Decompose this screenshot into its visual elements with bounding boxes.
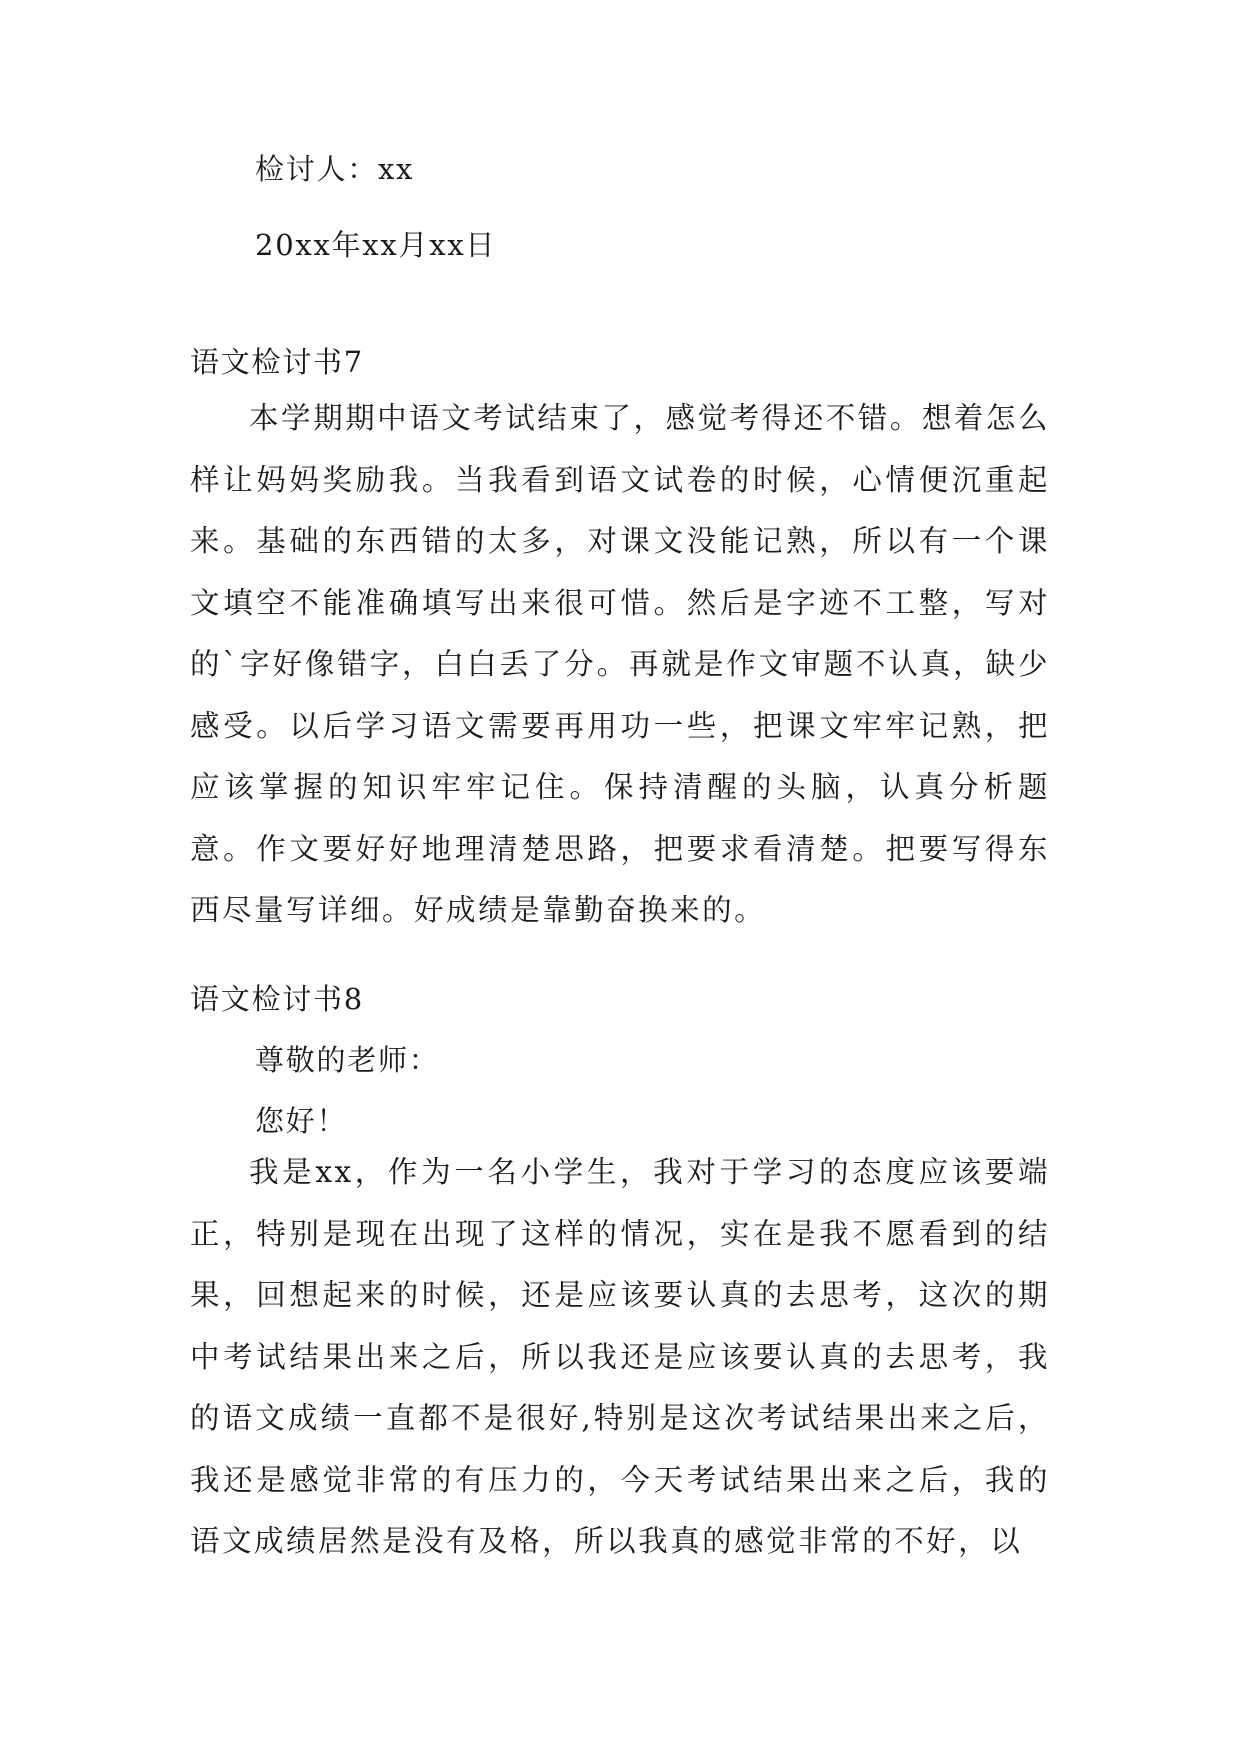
section-8-salutation: 尊敬的老师： [255, 1043, 440, 1077]
section-8-heading: 语文检讨书8 [190, 982, 364, 1016]
signoff-author: 检讨人：xx [255, 152, 415, 186]
section-8-body: 我是xx，作为一名小学生，我对于学习的态度应该要端正，特别是现在出现了这样的情况，实在是我不愿看到的结果，回想起来的时候，还是应该要认真的去思考，这次的期中考试结果出来之后，所以我还是应该要认真的去思考，我的语文成绩一直都不是很好,特别是这次考试结果出来之后，我还是感觉非常的有压力的，今天考试结果出来之后，我的语文成绩居然是没有及格，所以我真的感觉非常的不好，以 [190, 1155, 1050, 1558]
signoff-date: 20xx年xx月xx日 [255, 228, 497, 262]
section-7-heading: 语文检讨书7 [190, 345, 364, 379]
section-7-body: 本学期期中语文考试结束了，感觉考得还不错。想着怎么样让妈妈奖励我。当我看到语文试卷的时候，心情便沉重起来。基础的东西错的太多，对课文没能记熟，所以有一个课文填空不能准确填写出来很可惜。然后是字迹不工整，写对的`字好像错字，白白丢了分。再就是作文审题不认真，缺少感受。以后学习语文需要再用功一些，把课文牢牢记熟，把应该掌握的知识牢牢记住。保持清醒的头脑，认真分析题意。作文要好好地理清楚思路，把要求看清楚。把要写得东西尽量写详细。好成绩是靠勤奋换来的。 [190, 401, 1050, 927]
section-8-greeting: 您好！ [255, 1104, 348, 1138]
